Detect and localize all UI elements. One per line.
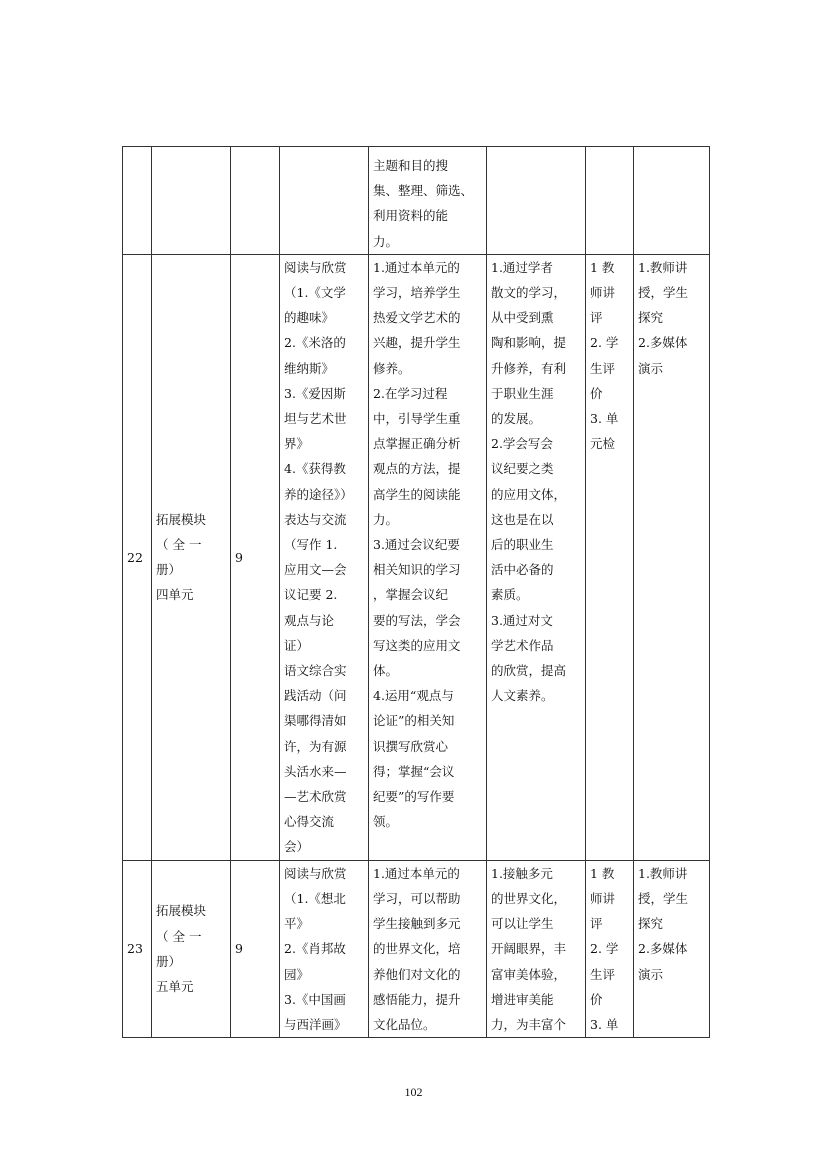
cell-line: 阅读与欣赏: [284, 259, 347, 275]
cell-line: 从中受到熏: [491, 310, 554, 326]
cell-line: 学艺术作品: [491, 637, 554, 653]
cell-line: （1.《想北: [284, 890, 346, 906]
hours-cell: [231, 147, 280, 255]
cell-line: 人文素养。: [491, 688, 554, 704]
cell-line: 评: [590, 916, 603, 932]
no-cell: [123, 147, 152, 255]
cell-line: 可以让学生: [491, 916, 554, 932]
row-number: 23: [123, 860, 152, 1037]
evaluation-cell: [586, 147, 634, 255]
cell-line: 热爱文学艺术的: [373, 310, 461, 326]
cell-line: 集、整理、筛选、: [373, 183, 474, 199]
cell-line: 演示: [638, 360, 664, 376]
cell-line: 中，引导学生重: [373, 411, 461, 427]
cell-line: 应用文—会: [284, 562, 347, 578]
objective-cell: [369, 254, 487, 860]
cell-line: （写作 1.: [284, 537, 338, 553]
quality-cell: [487, 147, 586, 255]
cell-line: 养的途径》）: [284, 486, 353, 502]
table-row-continuation: [123, 147, 710, 255]
method-cell: [634, 860, 710, 1037]
cell-line: （ 全 一: [156, 537, 202, 553]
cell-line: 4.《获得教: [284, 461, 346, 477]
cell-line: 学习，培养学生: [373, 285, 461, 301]
cell-line: 2.在学习过程: [373, 385, 448, 401]
cell-line: 1.教师讲: [638, 259, 688, 275]
cell-line: 册）: [156, 562, 182, 578]
cell-line: 表达与交流: [284, 511, 347, 527]
cell-line: 2.多媒体: [638, 941, 688, 957]
cell-line: 兴趣，提升学生: [373, 335, 461, 351]
cell-line: 1.通过本单元的: [373, 865, 460, 881]
cell-line: 高学生的阅读能: [373, 486, 461, 502]
cell-line: 评: [590, 310, 603, 326]
cell-line: 体。: [373, 663, 399, 679]
cell-line: 领。: [373, 814, 399, 830]
cell-line: 升修养，有利: [491, 360, 567, 376]
cell-line: （ 全 一: [156, 928, 202, 944]
cell-line: 2.《肖邦故: [284, 941, 346, 957]
cell-line: 纪要”的写作要: [373, 789, 455, 805]
cell-line: 与西洋画》: [284, 1016, 347, 1032]
cell-line: 富审美体验，: [491, 966, 567, 982]
cell-line: 元检: [590, 436, 616, 452]
method-cell: [634, 254, 710, 860]
cell-line: 阅读与欣赏: [284, 865, 347, 881]
objective-cell: [369, 147, 487, 255]
cell-line: 生评: [590, 360, 616, 376]
cell-line: 2.多媒体: [638, 335, 688, 351]
cell-line: 4.运用“观点与: [373, 688, 454, 704]
cell-line: 力。: [373, 233, 399, 249]
cell-line: 3.《爱因斯: [284, 385, 346, 401]
cell-line: 相关知识的学习: [373, 562, 461, 578]
cell-line: 探究: [638, 310, 664, 326]
cell-line: 识撰写欣赏心: [373, 738, 449, 754]
cell-line: 会）: [284, 839, 310, 855]
module-cell: [152, 254, 231, 860]
cell-line: 3.《中国画: [284, 991, 346, 1007]
evaluation-cell: [586, 254, 634, 860]
cell-line: 生评: [590, 966, 616, 982]
cell-line: 拓展模块: [156, 511, 207, 527]
cell-line: 3. 单: [590, 1016, 619, 1032]
cell-line: 演示: [638, 966, 664, 982]
cell-line: 心得交流: [284, 814, 335, 830]
module-cell: [152, 860, 231, 1037]
cell-line: 后的职业生: [491, 537, 554, 553]
cell-line: 渠哪得清如: [284, 713, 347, 729]
cell-line: 力。: [373, 511, 399, 527]
cell-line: 的欣赏，提高: [491, 663, 567, 679]
objective-cell: [369, 860, 487, 1037]
cell-line: 2.《米洛的: [284, 335, 346, 351]
page-number: 102: [404, 1085, 423, 1099]
cell-line: 维纳斯》: [284, 360, 335, 376]
cell-line: 养他们对文化的: [373, 966, 461, 982]
teaching-plan-table: [122, 146, 710, 1038]
cell-line: 议记要 2.: [284, 587, 338, 603]
table-row: [123, 860, 710, 1037]
content-cell: [280, 147, 369, 255]
cell-line: 价: [590, 385, 603, 401]
cell-line: 感悟能力，提升: [373, 991, 461, 1007]
cell-line: 许，为有源: [284, 738, 347, 754]
cell-line: 素质。: [491, 587, 529, 603]
cell-line: 利用资料的能: [373, 208, 449, 224]
hours-cell: 9: [231, 860, 280, 1037]
cell-line: 这也是在以: [491, 511, 554, 527]
cell-line: 3.通过会议纪要: [373, 537, 460, 553]
cell-line: 3.通过对文: [491, 612, 553, 628]
cell-line: 的世界文化，培: [373, 941, 461, 957]
content-cell: [280, 254, 369, 860]
cell-line: 修养。: [373, 360, 411, 376]
cell-line: 语文综合实: [284, 663, 347, 679]
hours-cell: 9: [231, 254, 280, 860]
cell-line: 活中必备的: [491, 562, 554, 578]
cell-line: 践活动（问: [284, 688, 347, 704]
cell-line: 1 教: [590, 865, 615, 881]
cell-line: 论证”的相关知: [373, 713, 455, 729]
cell-line: 主题和目的搜: [373, 158, 449, 173]
cell-line: 师讲: [590, 285, 616, 301]
cell-line: 得；掌握“会议: [373, 763, 455, 779]
cell-line: 议纪要之类: [491, 461, 554, 477]
cell-line: 1.通过本单元的: [373, 259, 460, 275]
cell-line: 于职业生涯: [491, 385, 554, 401]
cell-line: 散文的学习，: [491, 285, 567, 301]
cell-line: 点掌握正确分析: [373, 436, 461, 452]
cell-line: 平》: [284, 916, 310, 932]
cell-line: 2.学会写会: [491, 436, 553, 452]
cell-line: 的应用文体，: [491, 486, 567, 502]
cell-line: 写这类的应用文: [373, 637, 461, 653]
cell-line: 五单元: [156, 979, 194, 995]
cell-line: 1.通过学者: [491, 259, 553, 275]
method-cell: [634, 147, 710, 255]
evaluation-cell: [586, 860, 634, 1037]
cell-line: 学习，可以帮助: [373, 890, 461, 906]
cell-line: 探究: [638, 916, 664, 932]
cell-line: 证）: [284, 637, 310, 653]
cell-line: 头活水来—: [284, 763, 347, 779]
cell-line: 观点的方法，提: [373, 461, 461, 477]
row-number: 22: [123, 254, 152, 860]
cell-line: 的世界文化，: [491, 890, 567, 906]
cell-line: 开阔眼界，丰: [491, 941, 567, 957]
cell-line: 3. 单: [590, 411, 619, 427]
cell-line: 学生接触到多元: [373, 916, 461, 932]
cell-line: 授，学生: [638, 285, 689, 301]
cell-line: 界》: [284, 436, 310, 452]
cell-line: 力，为丰富个: [491, 1016, 567, 1032]
cell-line: 1 教: [590, 259, 615, 275]
cell-line: 四单元: [156, 587, 194, 603]
cell-line: 1.接触多元: [491, 865, 553, 881]
cell-line: 文化品位。: [373, 1016, 436, 1032]
table-row: [123, 254, 710, 860]
cell-line: 2. 学: [590, 941, 619, 957]
cell-line: 陶和影响，提: [491, 335, 567, 351]
cell-line: 1.教师讲: [638, 865, 688, 881]
cell-line: 的趣味》: [284, 310, 335, 326]
cell-line: 要的写法，学会: [373, 612, 461, 628]
cell-line: 拓展模块: [156, 903, 207, 919]
cell-line: 观点与论: [284, 612, 335, 628]
cell-line: 增进审美能: [491, 991, 554, 1007]
cell-line: 坦与艺术世: [284, 411, 347, 427]
cell-line: 2. 学: [590, 335, 619, 351]
content-cell: [280, 860, 369, 1037]
module-cell: [152, 147, 231, 255]
quality-cell: [487, 860, 586, 1037]
cell-line: 册）: [156, 953, 182, 969]
cell-line: 授，学生: [638, 890, 689, 906]
cell-line: 价: [590, 991, 603, 1007]
cell-line: ，掌握会议纪: [373, 587, 449, 603]
cell-line: —艺术欣赏: [284, 789, 347, 805]
cell-line: 师讲: [590, 890, 616, 906]
cell-line: 的发展。: [491, 411, 542, 427]
cell-line: （1.《文学: [284, 285, 346, 301]
quality-cell: [487, 254, 586, 860]
cell-line: 园》: [284, 966, 310, 982]
